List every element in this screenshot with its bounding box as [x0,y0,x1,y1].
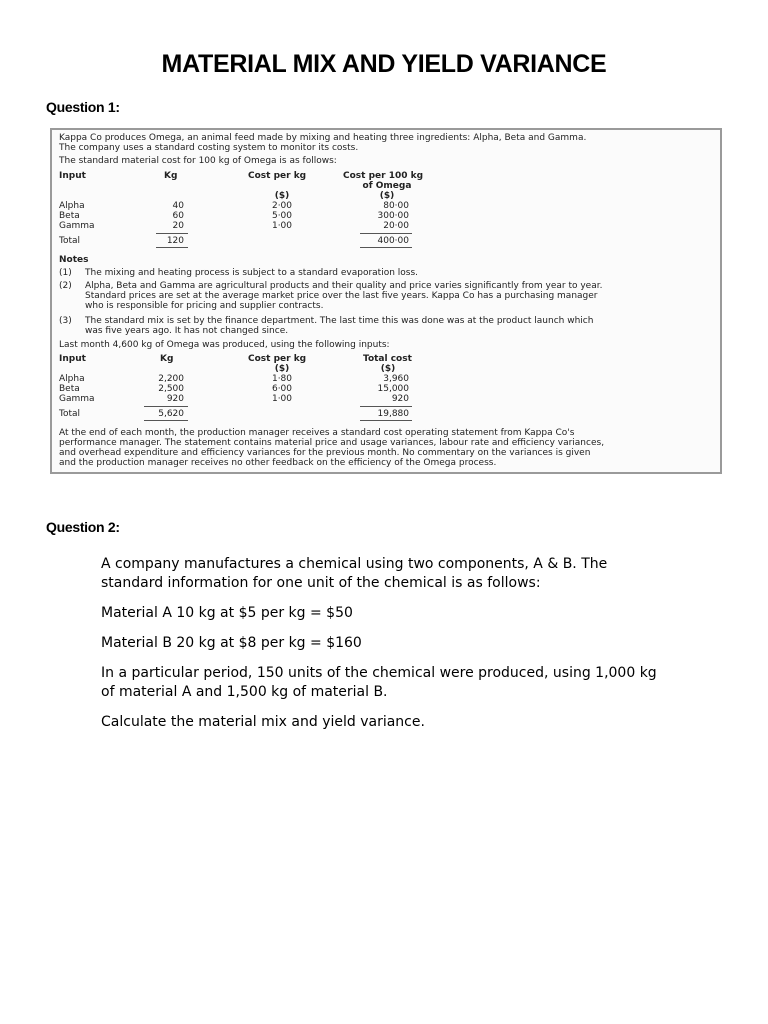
question-2-paragraph-1: A company manufactures a chemical using two components, A & B. The standard information for one unit of the chemical is as follows: [101,556,608,591]
closing-line-2: performance manager. The statement contains material price and usage variances, labour rate and efficiency variances, [59,438,605,448]
question-1-label: Question 1: [46,99,120,115]
act-row-input: Alpha [59,374,85,384]
std-header-input: Input [59,171,86,181]
std-row-input: Alpha [59,201,85,211]
std-row-kg: 60 [172,211,184,221]
last-month-line: Last month 4,600 kg of Omega was produced, using the following inputs: [59,340,390,350]
note-2-line-1: Alpha, Beta and Gamma are agricultural products and their quality and price varies significantly from year to year. [85,281,603,291]
std-row-kg: 40 [172,201,184,211]
intro-line-2: The company uses a standard costing system to monitor its costs. [59,143,359,153]
act-row-total-cost: 15,000 [377,384,409,394]
std-header-kg: Kg [164,171,178,181]
question-2-material-a: Material A 10 kg at $5 per kg = $50 [101,605,353,621]
act-header-cost-per-kg: Cost per kg [248,354,307,364]
note-3-number: (3) [59,316,72,326]
act-row-kg: 2,200 [158,374,184,384]
intro-line-3: The standard material cost for 100 kg of Omega is as follows: [59,156,337,166]
std-unit-cost-per-100kg: ($) [379,191,395,201]
act-total-kg: 5,620 [158,409,184,419]
act-kg-total-rule [144,406,188,407]
act-header-total-cost: Total cost [363,354,412,364]
question-2-material-b: Material B 20 kg at $8 per kg = $160 [101,635,362,651]
std-row-cost-per-kg: 1·00 [271,221,293,231]
note-2-line-3: who is responsible for pricing and supplier contracts. [85,301,324,311]
std-row-input: Beta [59,211,80,221]
std-row-cost-per-100kg: 20·00 [383,221,409,231]
note-2-line-2: Standard prices are set at the average market price over the last five years. Kappa Co has a purchasing manager [85,291,598,301]
act-header-input: Input [59,354,86,364]
note-2-number: (2) [59,281,72,291]
std-cost-total-rule [360,233,412,234]
act-row-cost-per-kg: 1·00 [271,394,293,404]
act-cost-total-rule [360,406,412,407]
act-cost-total-underline [360,420,412,421]
std-header-cost-per-kg: Cost per kg [248,171,307,181]
act-row-total-cost: 920 [391,394,409,404]
act-row-kg: 920 [166,394,184,404]
question-2-instruction: Calculate the material mix and yield variance. [101,714,425,730]
act-unit-total-cost: ($) [380,364,396,374]
act-row-input: Beta [59,384,80,394]
note-3-line-2: was five years ago. It has not changed since. [85,326,289,336]
act-row-input: Gamma [59,394,95,404]
std-row-cost-per-kg: 5·00 [271,211,293,221]
note-1-number: (1) [59,268,72,278]
std-kg-total-rule [156,233,188,234]
act-total-label: Total [59,409,81,419]
act-total-cost: 19,880 [377,409,409,419]
notes-title: Notes [59,255,89,265]
std-header-of-omega: of Omega [362,181,412,191]
question-2-label: Question 2: [46,519,120,535]
question-2-paragraph-4: In a particular period, 150 units of the chemical were produced, using 1,000 kg of material A and 1,500 kg of material B. [101,665,657,700]
closing-line-3: and overhead expenditure and efficiency variances for the previous month. No commentary on the variances is given [59,448,591,458]
closing-line-4: and the production manager receives no other feedback on the efficiency of the Omega process. [59,458,497,468]
question-1-scanned-image [50,128,722,474]
act-row-kg: 2,500 [158,384,184,394]
act-row-cost-per-kg: 1·80 [271,374,293,384]
std-total-label: Total [59,236,81,246]
act-row-total-cost: 3,960 [383,374,409,384]
intro-line-1: Kappa Co produces Omega, an animal feed made by mixing and heating three ingredients: Alpha, Beta and Gamma. [59,133,587,143]
std-total-kg: 120 [166,236,184,246]
std-unit-cost-per-kg: ($) [274,191,290,201]
act-header-kg: Kg [160,354,174,364]
page-title: MATERIAL MIX AND YIELD VARIANCE [161,50,607,78]
act-unit-cost-per-kg: ($) [274,364,290,374]
std-row-cost-per-100kg: 300·00 [377,211,409,221]
std-row-cost-per-kg: 2·00 [271,201,293,211]
std-row-cost-per-100kg: 80·00 [383,201,409,211]
closing-line-1: At the end of each month, the production manager receives a standard cost operating statement from Kappa Co's [59,428,575,438]
note-3-line-1: The standard mix is set by the finance department. The last time this was done was at the product launch which [85,316,594,326]
std-cost-total-underline [360,247,412,248]
std-header-cost-per-100kg: Cost per 100 kg [343,171,424,181]
act-kg-total-underline [144,420,188,421]
std-kg-total-underline [156,247,188,248]
std-row-input: Gamma [59,221,95,231]
std-row-kg: 20 [172,221,184,231]
std-total-cost: 400·00 [377,236,409,246]
act-row-cost-per-kg: 6·00 [271,384,293,394]
note-1-text: The mixing and heating process is subject to a standard evaporation loss. [85,268,419,278]
